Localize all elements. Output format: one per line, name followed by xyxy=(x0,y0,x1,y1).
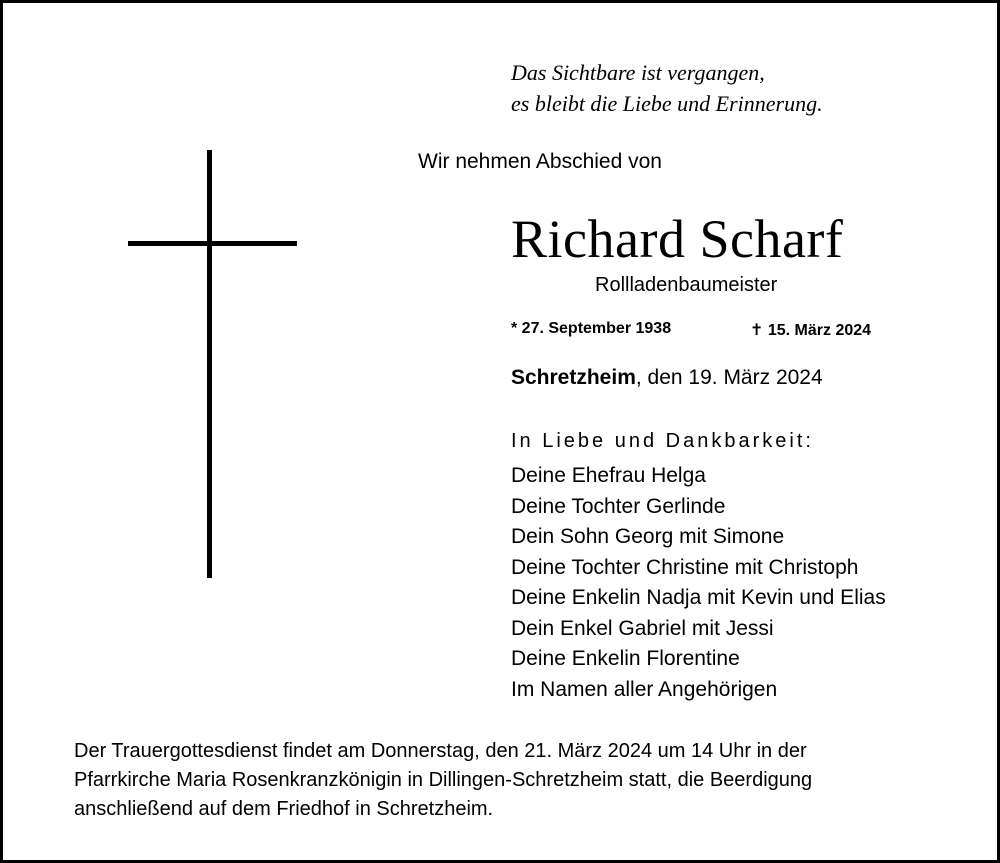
birth-date: * 27. September 1938 xyxy=(511,320,672,337)
relative-item: Im Namen aller Angehörigen xyxy=(511,677,778,701)
death-date: ✝ 15. März 2024 xyxy=(750,322,872,339)
thanks-heading: In Liebe und Dankbarkeit: xyxy=(511,430,814,452)
service-line-1: Der Trauergottesdienst findet am Donnerstag, den 21. März 2024 um 14 Uhr in der xyxy=(74,740,807,762)
place-town: Schretzheim xyxy=(511,366,636,389)
quote-line-2: es bleibt die Liebe und Erinnerung. xyxy=(511,91,823,116)
relative-item: Dein Enkel Gabriel mit Jessi xyxy=(511,616,774,640)
relative-item: Dein Sohn Georg mit Simone xyxy=(511,525,785,548)
service-line-3: anschließend auf dem Friedhof in Schretzheim. xyxy=(74,798,494,820)
cross-horizontal-bar xyxy=(128,241,297,246)
intro-text: Wir nehmen Abschied von xyxy=(418,150,662,173)
relative-item: Deine Ehefrau Helga xyxy=(511,464,706,487)
relatives-list xyxy=(511,461,886,705)
cross-vertical-bar xyxy=(207,150,212,578)
relative-item: Deine Enkelin Nadja mit Kevin und Elias xyxy=(511,586,886,609)
deceased-name: Richard Scharf xyxy=(511,209,844,269)
relative-item: Deine Enkelin Florentine xyxy=(511,647,740,670)
relative-item: Deine Tochter Gerlinde xyxy=(511,494,726,518)
profession: Rollladenbaumeister xyxy=(595,274,778,296)
relative-item: Deine Tochter Christine mit Christoph xyxy=(511,555,859,579)
service-announcement xyxy=(74,737,812,824)
quote-line-1: Das Sichtbare ist vergangen, xyxy=(511,60,765,85)
place-date-text: , den 19. März 2024 xyxy=(635,366,823,389)
memorial-quote xyxy=(511,57,823,119)
place-date xyxy=(511,366,823,390)
service-line-2: Pfarrkirche Maria Rosenkranzkönigin in Dillingen-Schretzheim statt, die Beerdigung xyxy=(74,769,813,791)
